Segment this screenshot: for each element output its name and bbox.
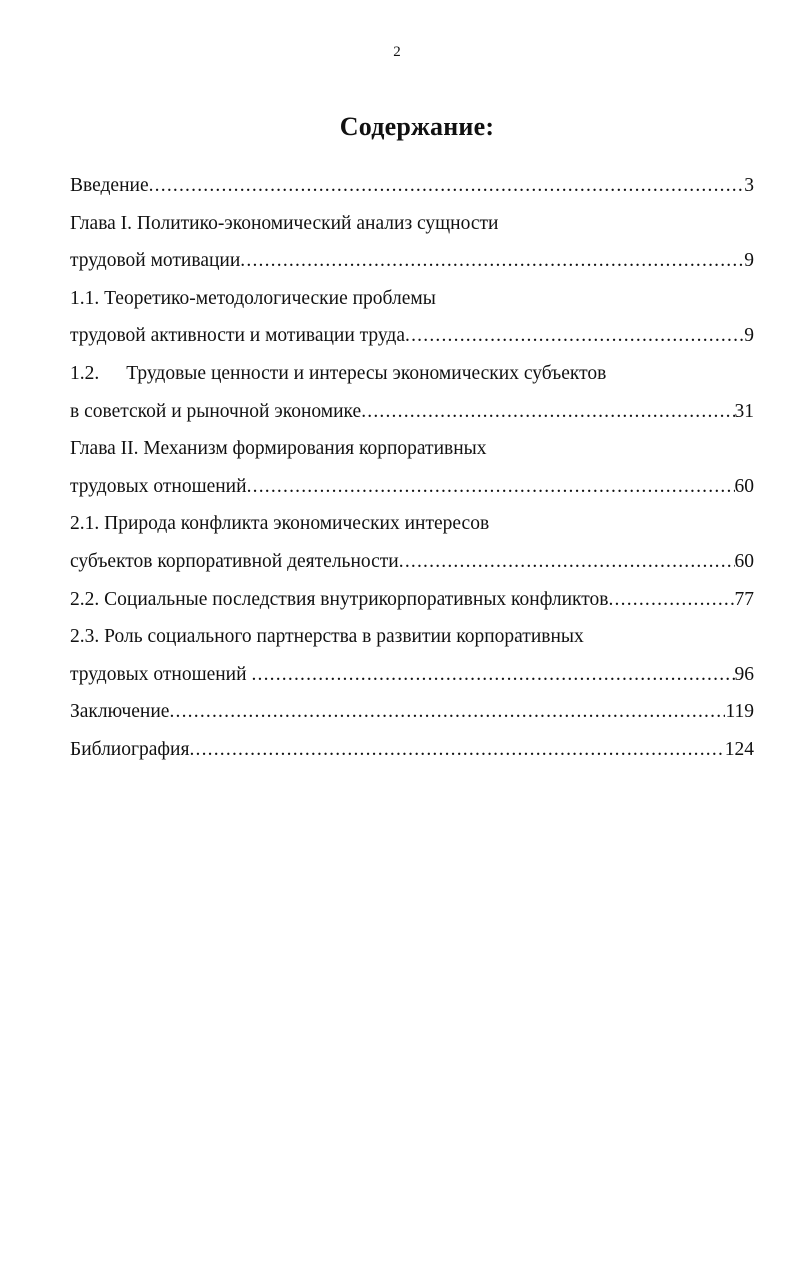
toc-leader-dots [247, 471, 735, 503]
toc-leader-dots [608, 584, 734, 616]
toc-entry-label: трудовых отношений [70, 475, 247, 497]
toc-entry-chapter-2 [70, 471, 754, 509]
toc-entry-page: 77 [734, 588, 754, 610]
toc-leader-dots [399, 546, 735, 578]
toc-section-2-1-heading: 2.1. Природа конфликта экономических интересов [70, 513, 490, 535]
toc-entry-section-2-1 [70, 546, 754, 584]
toc-entry-section-1-1 [70, 320, 754, 358]
toc-entry-page: 31 [734, 400, 754, 422]
toc-chapter-2-heading: Глава II. Механизм формирования корпоративных [70, 438, 487, 460]
toc-entry-section-2-2 [70, 584, 754, 622]
toc-entry-conclusion [70, 696, 754, 734]
toc-entry-section-1-2 [70, 396, 754, 434]
toc-section-1-1-heading: 1.1. Теоретико-методологические проблемы [70, 287, 436, 309]
toc-entry-label: субъектов корпоративной деятельности [70, 550, 399, 572]
toc-section-text: Трудовые ценности и интересы экономических субъектов [126, 362, 607, 384]
toc-entry-label: в советской и рыночной экономике [70, 400, 362, 422]
toc-leader-dots [405, 320, 744, 352]
toc-entry-introduction [70, 170, 754, 208]
toc-section-2-3-heading: 2.3. Роль социального партнерства в развитии корпоративных [70, 626, 584, 648]
toc-section-1-2-heading [70, 358, 754, 396]
toc-entry-label: трудовой активности и мотивации труда [70, 325, 406, 347]
toc-entry-chapter-1 [70, 245, 754, 283]
toc-section-number: 1.2. [70, 362, 100, 384]
toc-leader-dots [361, 396, 734, 428]
page-title: Содержание: [339, 112, 495, 141]
page-number: 2 [393, 44, 401, 60]
toc-entry-page: 9 [744, 325, 754, 347]
toc-entry-label: Заключение [70, 701, 170, 723]
toc-entry-label: трудовой мотивации [70, 250, 241, 272]
toc-leader-dots [149, 170, 745, 202]
toc-entry-page: 96 [734, 663, 754, 685]
toc-entry-page: 60 [734, 475, 754, 497]
toc-chapter-1-heading: Глава I. Политико-экономический анализ сущности [70, 212, 499, 234]
toc-leader-dots [251, 659, 734, 691]
toc-entry-page: 119 [725, 701, 754, 723]
toc-leader-dots [240, 245, 744, 277]
toc-entry-label: Введение [70, 175, 149, 196]
toc-entry-label: 2.2. Социальные последствия внутрикорпоративных конфликтов [70, 588, 609, 610]
toc-entry-label: трудовых отношений [70, 663, 252, 685]
toc-entry-label: Библиография [70, 738, 190, 760]
table-of-contents [70, 170, 754, 772]
toc-entry-page: 9 [744, 250, 754, 272]
toc-leader-dots [169, 696, 725, 728]
toc-entry-page: 60 [734, 550, 754, 572]
toc-entry-section-2-3 [70, 659, 754, 697]
toc-entry-page: 3 [744, 175, 754, 196]
toc-entry-page: 124 [724, 738, 754, 760]
toc-leader-dots [189, 734, 724, 766]
toc-entry-bibliography [70, 734, 754, 772]
